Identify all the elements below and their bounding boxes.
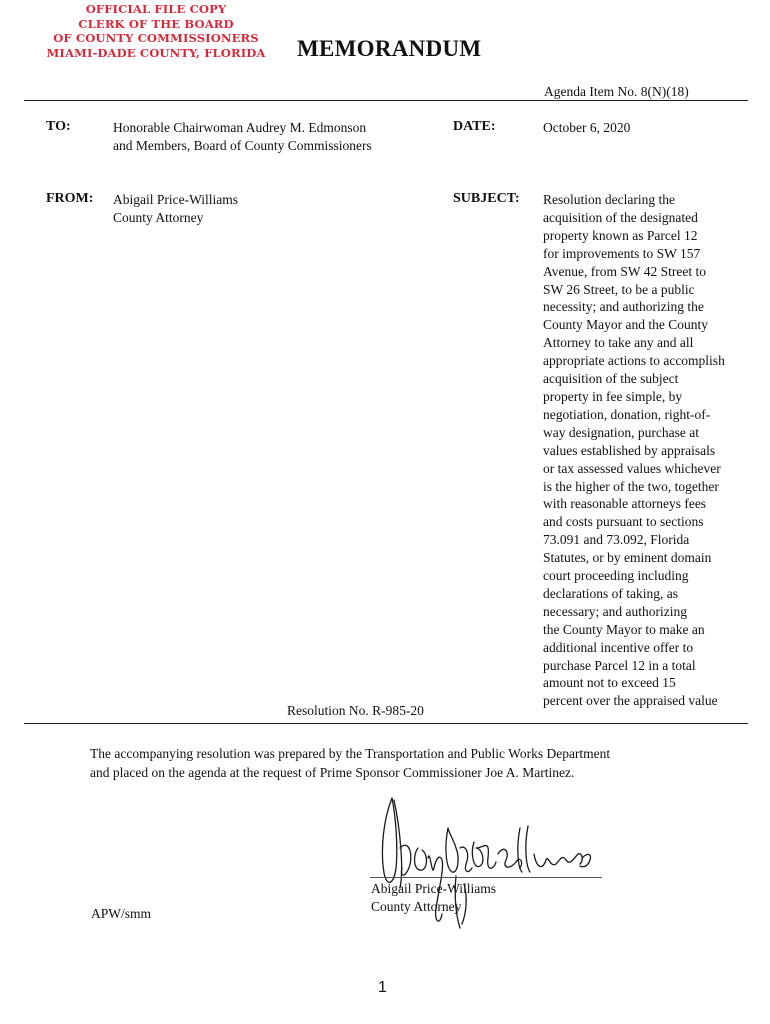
subject-line: County Mayor and the County [543, 317, 708, 333]
page-number: 1 [378, 979, 387, 996]
header-divider [24, 100, 748, 101]
stamp-line: OFFICIAL FILE COPY [85, 2, 227, 16]
signatory-title: County Attorney [371, 899, 462, 914]
agenda-item-number: Agenda Item No. 8(N)(18) [544, 84, 689, 99]
subject-line: the County Mayor to make an [543, 621, 705, 637]
subject-line: with reasonable attorneys fees [543, 496, 707, 512]
body-paragraph [90, 744, 730, 782]
subject-line: is the higher of the two, together [543, 478, 719, 494]
to-recipient [113, 119, 372, 155]
subject-line: property in fee simple, by [543, 388, 683, 404]
date-label: DATE: [453, 119, 496, 134]
subject-line: acquisition of the designated [543, 209, 698, 225]
subject-line: declarations of taking, as [543, 585, 678, 601]
signature-block [371, 880, 496, 916]
subject-line: SW 26 Street, to be a public [543, 281, 695, 297]
signature-line [370, 877, 602, 878]
signatory-name: Abigail Price-Williams [371, 881, 497, 896]
subject-line: Avenue, from SW 42 Street to [543, 263, 706, 279]
subject-line: Attorney to take any and all [543, 335, 694, 351]
typist-initials: APW/smm [91, 906, 152, 921]
subject-line: Statutes, or by eminent domain [543, 550, 712, 566]
subject-line: necessary; and authorizing [543, 603, 687, 619]
resolution-number: Resolution No. R-985-20 [287, 703, 424, 718]
stamp-line: OF COUNTY COMMISSIONERS [53, 31, 259, 45]
subject-line: or tax assessed values whichever [543, 460, 721, 476]
subject-line: Resolution declaring the [543, 192, 675, 207]
paragraph-line: and placed on the agenda at the request of Prime Sponsor Commissioner Joe A. Martinez. [90, 765, 575, 780]
official-file-copy-stamp [40, 2, 272, 60]
paragraph-line: The accompanying resolution was prepared by the Transportation and Public Works Department [90, 746, 611, 761]
subject-line: negotiation, donation, right-of- [543, 406, 711, 422]
subject-line: court proceeding including [543, 568, 689, 584]
subject-line: 73.091 and 73.092, Florida [543, 532, 690, 548]
subject-line: and costs pursuant to sections [543, 514, 704, 530]
from-label: FROM: [46, 191, 94, 206]
date-value: October 6, 2020 [543, 120, 631, 135]
stamp-line: CLERK OF THE BOARD [78, 16, 234, 31]
from-sender [113, 191, 238, 227]
subject-text [543, 191, 753, 710]
subject-line: additional incentive offer to [543, 639, 694, 655]
to-line: Honorable Chairwoman Audrey M. Edmonson [113, 120, 367, 135]
subject-line: necessity; and authorizing the [543, 299, 704, 315]
to-label: TO: [46, 119, 71, 134]
subject-line: property known as Parcel 12 [543, 227, 698, 243]
to-line: and Members, Board of County Commissioners [113, 138, 372, 153]
subject-line: values established by appraisals [543, 442, 716, 458]
subject-line: acquisition of the subject [543, 371, 679, 387]
subject-line: purchase Parcel 12 in a total [543, 657, 696, 673]
subject-line: for improvements to SW 157 [543, 245, 701, 261]
memo-title: MEMORANDUM [297, 36, 482, 61]
body-divider [24, 723, 748, 724]
from-line: County Attorney [113, 210, 204, 225]
stamp-line: MIAMI-DADE COUNTY, FLORIDA [46, 45, 266, 60]
subject-line: appropriate actions to accomplish [543, 353, 725, 369]
subject-label: SUBJECT: [453, 191, 520, 206]
subject-line: way designation, purchase at [543, 424, 699, 440]
from-line: Abigail Price-Williams [113, 192, 239, 207]
subject-line: amount not to exceed 15 [543, 675, 676, 691]
subject-line: percent over the appraised value [543, 693, 718, 709]
